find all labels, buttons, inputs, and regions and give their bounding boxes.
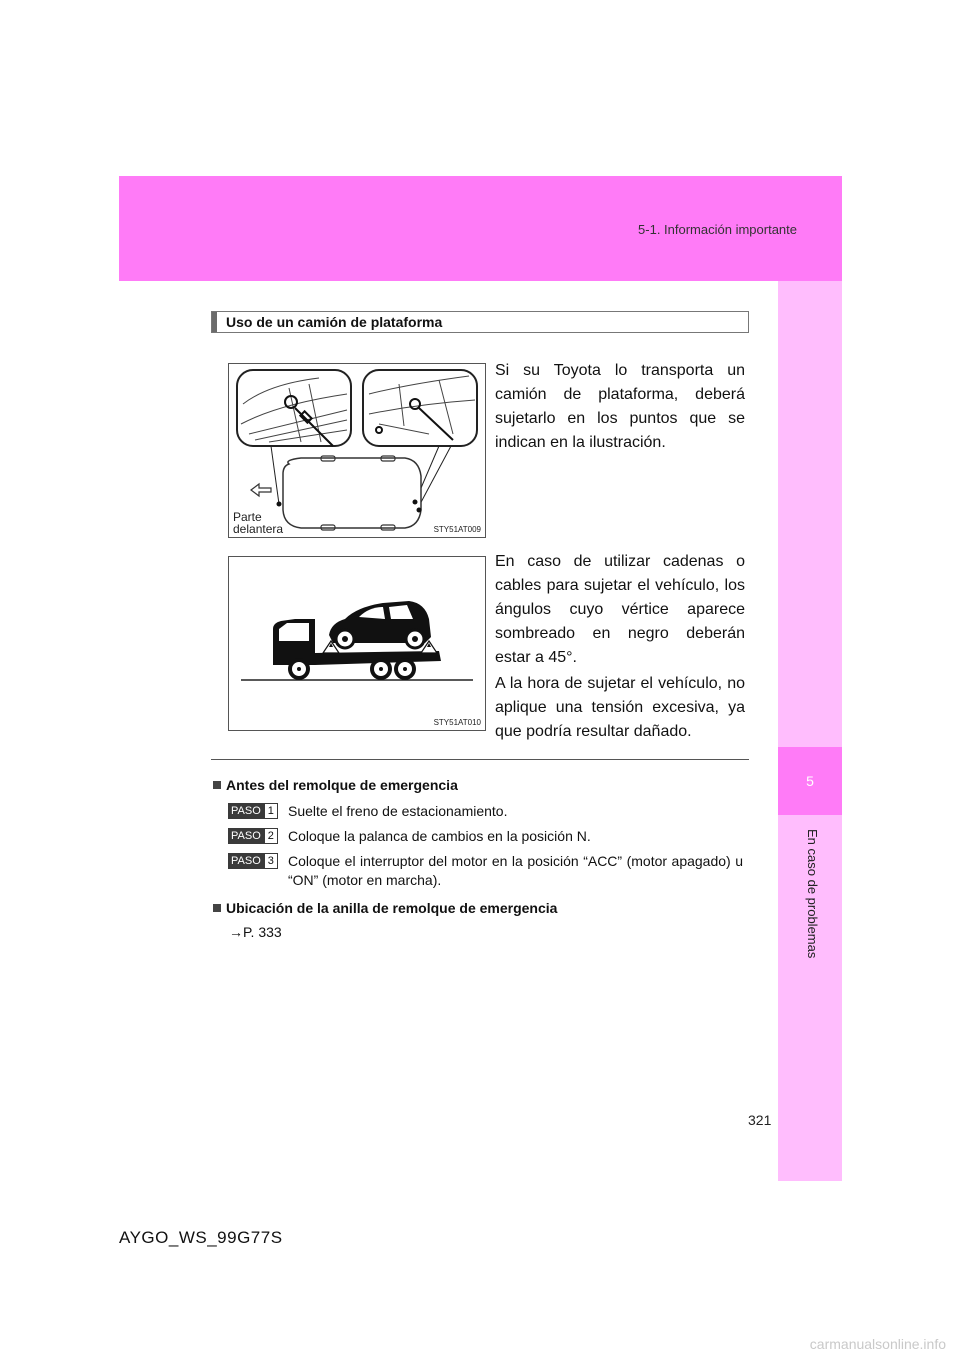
watermark: carmanualsonline.info bbox=[809, 1336, 946, 1352]
bullet-square-icon bbox=[213, 781, 221, 789]
step-badge: PASO 1 bbox=[228, 803, 278, 819]
bullet-square-icon bbox=[213, 904, 221, 912]
figure-code: STY51AT009 bbox=[433, 525, 481, 534]
car-top-view bbox=[283, 458, 421, 528]
chapter-subtitle: 5-1. Información importante bbox=[638, 222, 797, 237]
paragraph-tension-warning: A la hora de sujetar el vehículo, no aplique una tensión excesiva, ya que podría resultar dañado. bbox=[495, 675, 745, 740]
step-text: Coloque la palanca de cambios en la posición N. bbox=[288, 828, 591, 844]
flatbed-truck-illustration bbox=[229, 557, 485, 730]
chapter-label: En caso de problemas bbox=[805, 829, 820, 959]
header-band bbox=[119, 176, 842, 281]
chapter-number-tab[interactable] bbox=[778, 747, 842, 815]
paragraph-flatbed-intro: Si su Toyota lo transporta un camión de plataforma, deberá sujetarlo en los puntos que se indican en la ilustración. bbox=[495, 362, 745, 451]
step-text: Suelte el freno de estacionamiento. bbox=[288, 803, 508, 819]
tie-down-points-figure bbox=[228, 363, 486, 538]
front-direction-arrow bbox=[251, 484, 271, 496]
step-badge: PASO 2 bbox=[228, 828, 278, 844]
flatbed-truck-figure bbox=[228, 556, 486, 731]
front-label: Parte delantera bbox=[233, 510, 284, 536]
chapter-number: 5 bbox=[806, 773, 814, 789]
page-reference-link[interactable]: →P. 333 bbox=[229, 924, 282, 940]
step-badge: PASO 3 bbox=[228, 853, 278, 869]
document-code: AYGO_WS_99G77S bbox=[119, 1228, 283, 1247]
side-tab-strip bbox=[778, 281, 842, 1181]
page-number: 321 bbox=[748, 1112, 772, 1128]
section-title: Uso de un camión de plataforma bbox=[226, 314, 443, 330]
figure-code: STY51AT010 bbox=[433, 718, 481, 727]
bullet-eye-location: Ubicación de la anilla de remolque de emergencia bbox=[213, 900, 557, 916]
paragraph-chain-angle: En caso de utilizar cadenas o cables para sujetar el vehículo, los ángulos cuyo vértice aparece sombreado en negro deberán estar a 45°. bbox=[495, 553, 745, 666]
bullet-before-towing: Antes del remolque de emergencia bbox=[213, 777, 458, 793]
section-divider bbox=[211, 759, 749, 760]
section-header bbox=[211, 311, 749, 333]
step-text: Coloque el interruptor del motor en la posición “ACC” (motor apagado) u “ON” (motor en marcha). bbox=[288, 853, 743, 888]
section-header-bar bbox=[212, 312, 217, 332]
